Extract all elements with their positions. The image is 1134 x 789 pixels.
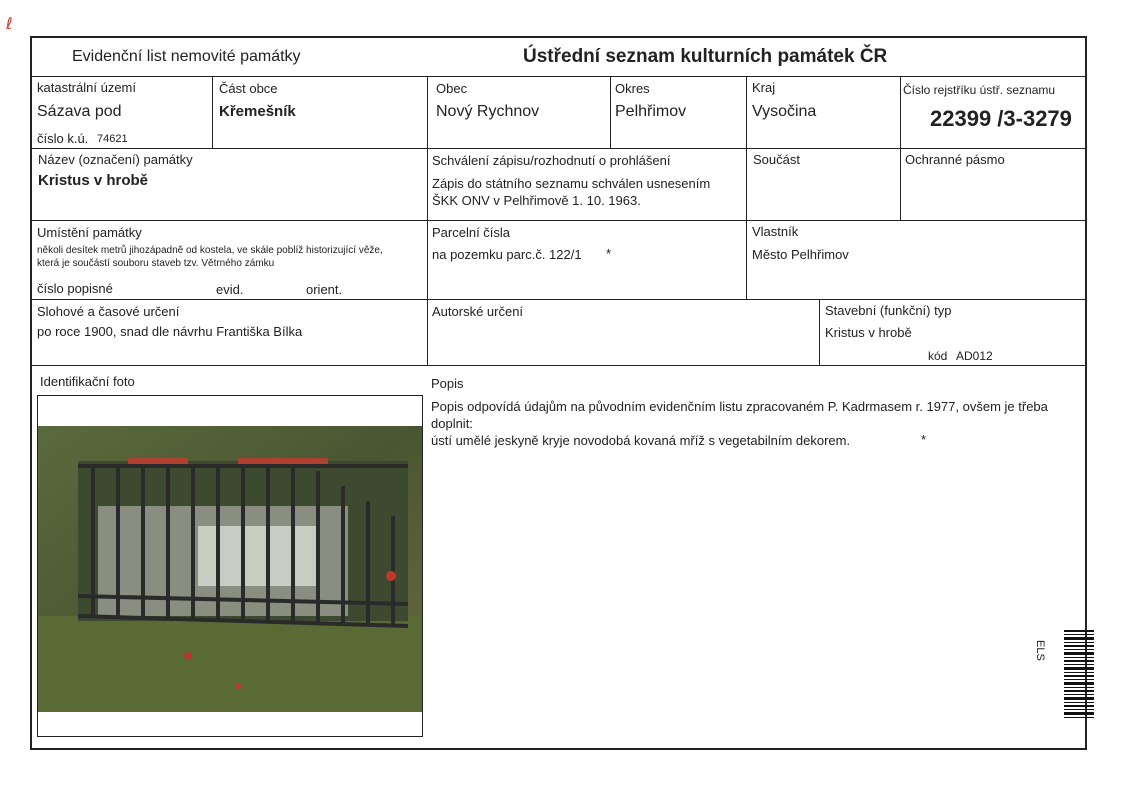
stavebni-label: Stavební (funkční) typ [825,303,952,318]
rule-v7 [819,299,820,365]
autorske-label: Autorské určení [432,304,524,319]
umisteni-line1: několi desítek metrů jihozápadně od kostela, ve skále poblíž historizující věže, [37,245,383,256]
slohove-label: Slohové a časové určení [37,304,180,319]
barcode [1060,630,1100,720]
katastralni-label: katastrální území [37,80,136,95]
evid-label: evid. [216,282,244,297]
rule-v2 [427,76,428,299]
foto-label: Identifikační foto [40,374,135,389]
orient-label: orient. [306,282,343,297]
ochranne-label: Ochranné pásmo [905,152,1005,167]
vlastnik-label: Vlastník [752,224,799,239]
okres-value: Pelhřimov [615,103,687,120]
header-right-title: Ústřední seznam kulturních památek ČR [523,46,888,67]
soucast-label: Součást [753,152,800,167]
rejstrik-label: Číslo rejstříku ústř. seznamu [903,83,1056,97]
nazev-value: Kristus v hrobě [38,172,149,189]
umisteni-label: Umístění památky [37,225,142,240]
parcelni-value: na pozemku parc.č. 122/1 [432,247,582,262]
cislo-ku-value: 74621 [97,133,128,145]
umisteni-line2: která je součástí souboru staveb tzv. Větrného zámku [37,258,275,269]
katastralni-value: Sázava pod [37,103,122,120]
rule-row2-top [30,148,1087,149]
identification-photo-frame [37,395,423,737]
popis-line2: doplnit: [431,416,473,431]
popis-star: * [921,432,927,447]
schvaleni-line1: Zápis do státního seznamu schválen usnesením [432,176,711,191]
obec-value: Nový Rychnov [436,103,540,120]
popis-line1: Popis odpovídá údajům na původním evidenčním listu zpracovaném P. Kadrmasem r. 1977, ovšem je třeba [431,399,1048,414]
nazev-label: Název (označení) památky [38,152,193,167]
obec-label: Obec [436,81,468,96]
rule-v1 [212,76,213,148]
barcode-text: ELS [1034,640,1046,661]
popis-line3: ústí umělé jeskyně kryje novodobá kovaná mříž s vegetabilním dekorem. [431,433,851,448]
kod-label: kód [928,349,948,363]
rule-row3-top [30,220,1087,221]
rule-v4 [746,76,747,299]
schvaleni-label: Schválení zápisu/rozhodnutí o prohlášení [432,153,671,168]
rule-v5 [900,76,901,220]
corner-mark: ℓ [6,14,13,33]
popis-label: Popis [431,376,464,391]
rule-v6 [427,299,428,365]
cast-obce-value: Křemešník [219,103,296,120]
kod-value: AD012 [956,349,993,363]
cislo-popisne-label: číslo popisné [37,281,113,296]
header-left-title: Evidenční list nemovité památky [72,48,301,65]
rejstrik-value: 22399 /3-3279 [930,106,1072,131]
cast-obce-label: Část obce [219,81,278,96]
cislo-ku-label: číslo k.ú. [37,131,89,146]
stavebni-value: Kristus v hrobě [825,325,912,340]
parcelni-label: Parcelní čísla [432,225,511,240]
kraj-value: Vysočina [752,103,817,120]
kraj-label: Kraj [752,80,776,95]
vlastnik-value: Město Pelhřimov [752,247,849,262]
parcelni-star: * [606,246,612,261]
slohove-value: po roce 1900, snad dle návrhu Františka Bílka [37,324,303,339]
identification-photo [38,426,422,712]
okres-label: Okres [615,81,650,96]
rule-row4-top [30,299,1087,300]
rule-row5-top [30,365,1087,366]
rule-row1-top [30,76,1087,77]
rule-v3 [610,76,611,148]
schvaleni-line2: ŠKK ONV v Pelhřimově 1. 10. 1963. [432,193,641,208]
